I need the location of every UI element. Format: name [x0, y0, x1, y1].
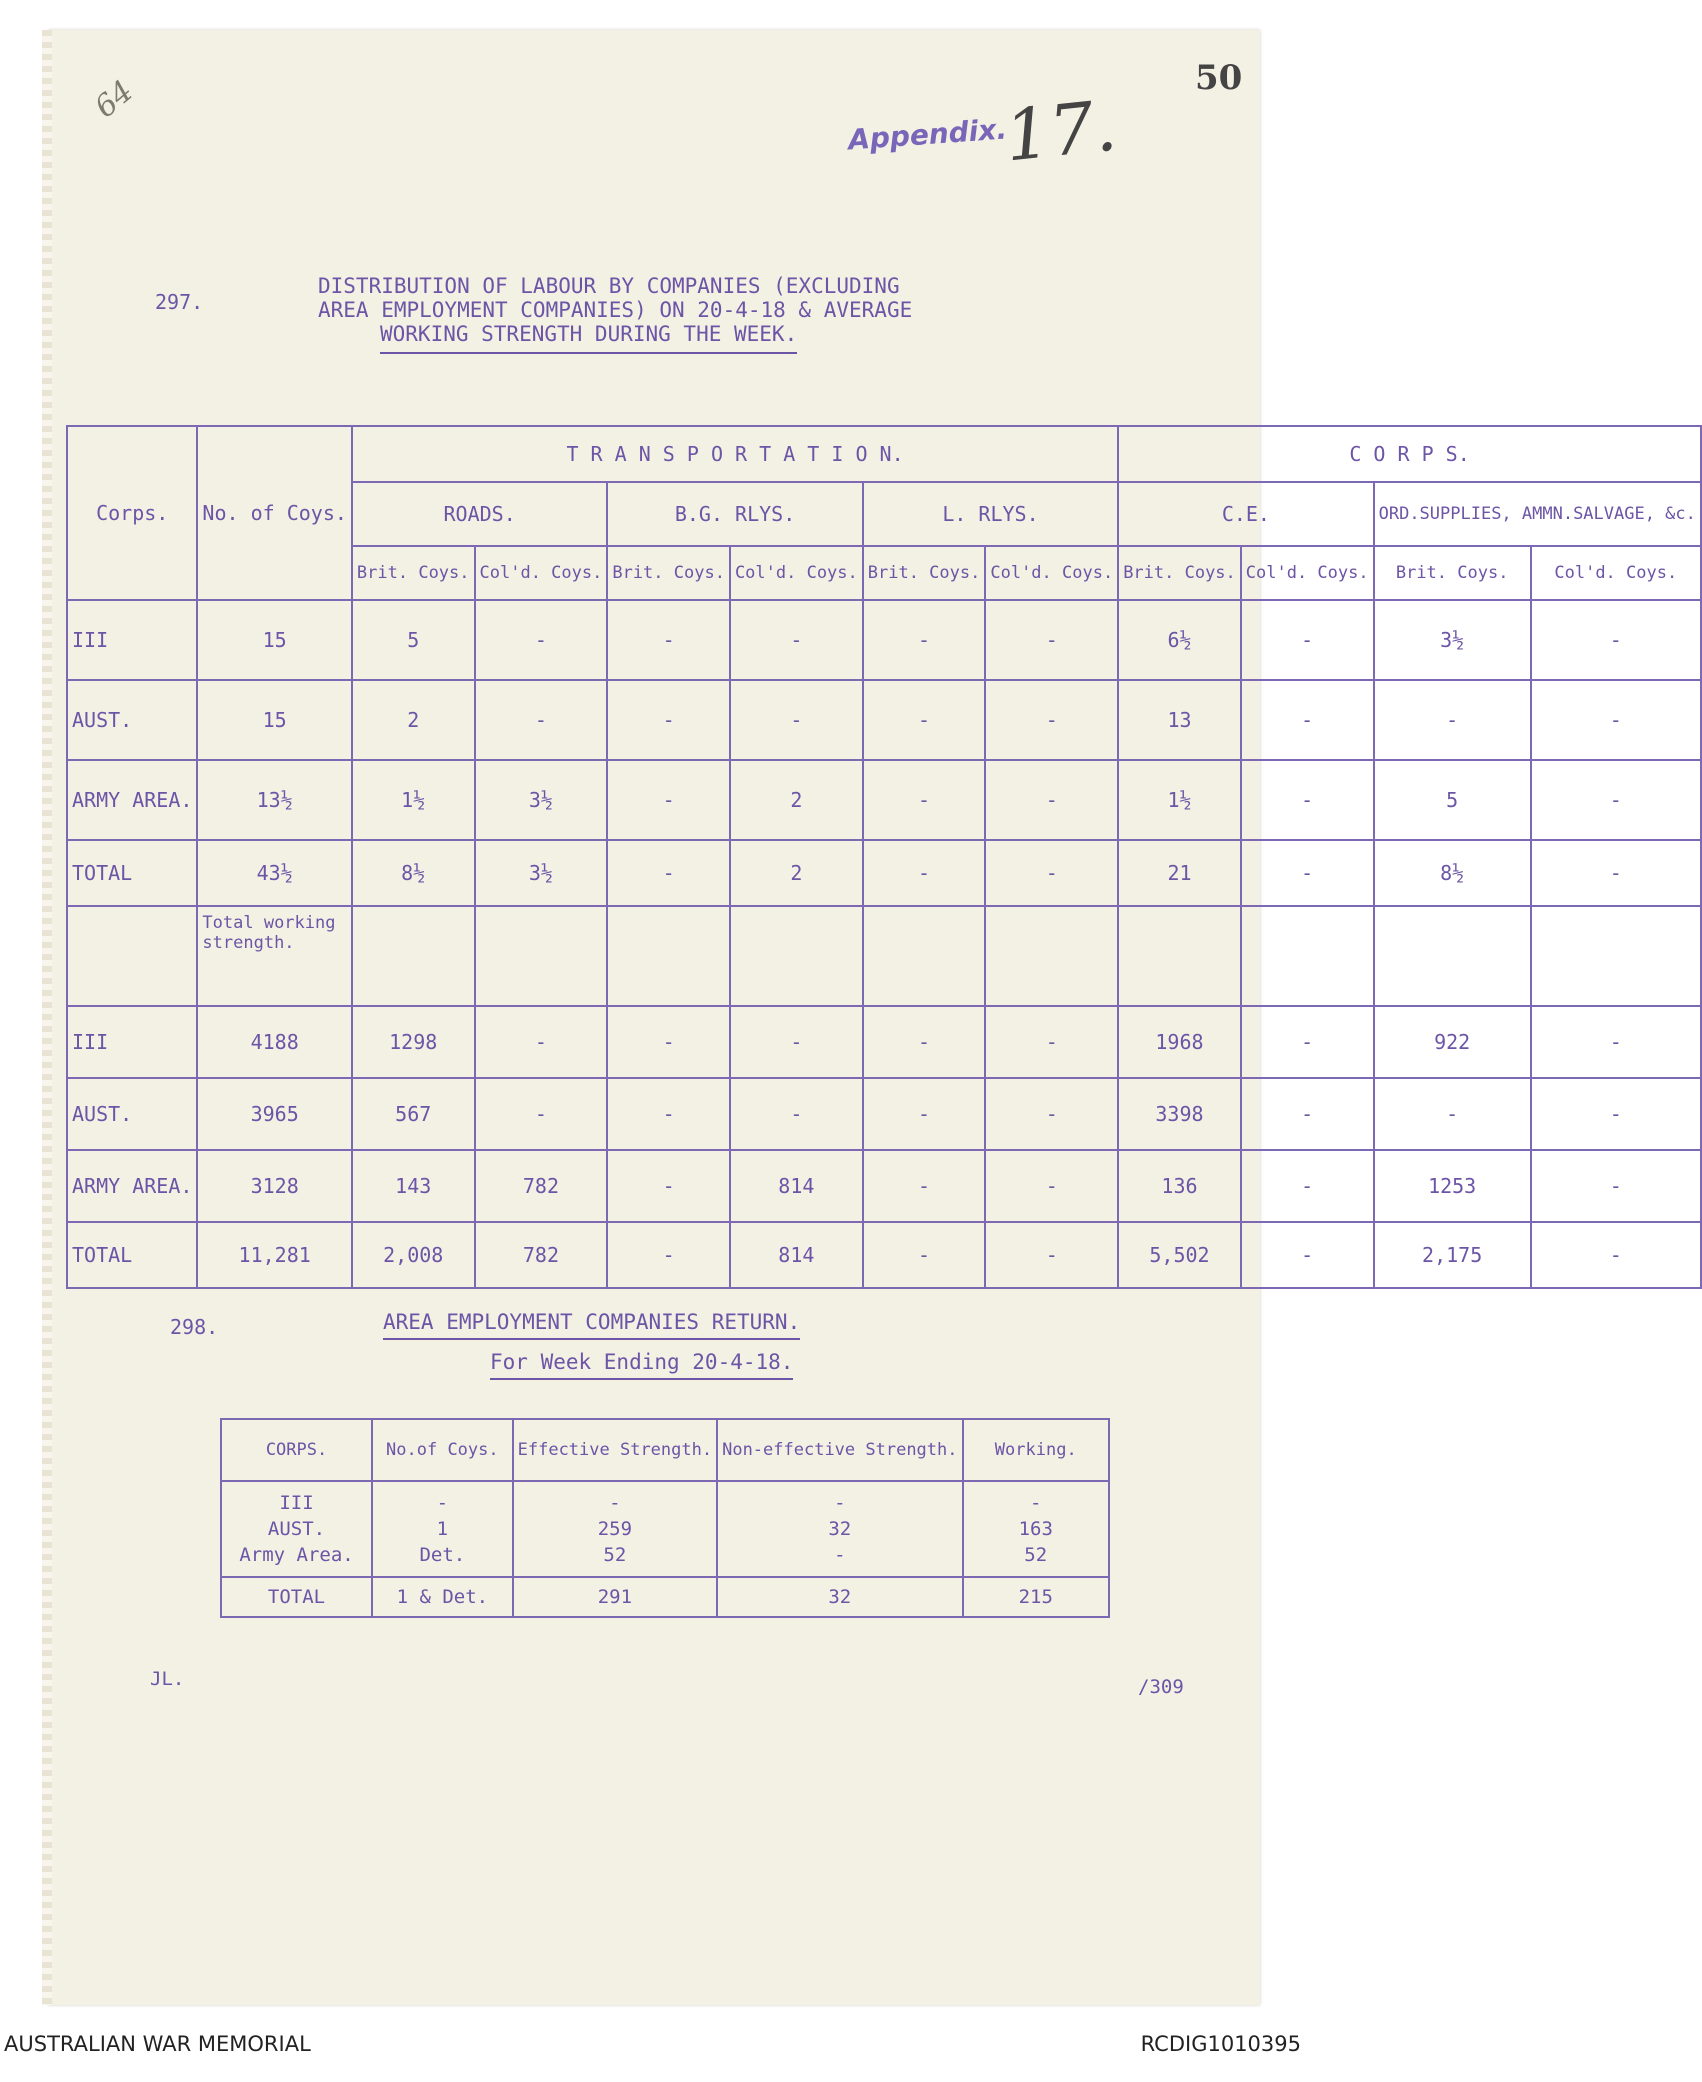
total-no: 1 & Det. [372, 1577, 513, 1617]
document-reference: /309 [1138, 1676, 1184, 1698]
row-value: 1968 [1118, 1006, 1241, 1078]
header-cold: Col'd. Coys. [985, 546, 1118, 600]
row-value: - [607, 1150, 730, 1222]
value: 163 [1018, 1518, 1053, 1540]
row-value: 2,008 [352, 1222, 475, 1288]
area-employment-table [220, 1418, 1110, 1618]
section-298-title: AREA EMPLOYMENT COMPANIES RETURN. [383, 1310, 800, 1340]
non-effective-cell [717, 1481, 962, 1577]
row-value: - [1531, 760, 1701, 840]
row-value: - [1241, 840, 1374, 906]
row-value: 782 [475, 1222, 608, 1288]
row-value: 922 [1374, 1006, 1531, 1078]
row-value: - [1241, 760, 1374, 840]
row-value: - [475, 680, 608, 760]
total-effective: 291 [513, 1577, 717, 1617]
row-value: - [1241, 680, 1374, 760]
row-value: - [985, 840, 1118, 906]
row-value: - [863, 1150, 986, 1222]
row-value: - [475, 600, 608, 680]
header-corps: Corps. [67, 426, 197, 600]
strength-rows [67, 1006, 1701, 1222]
header-non-effective: Non-effective Strength. [717, 1419, 962, 1481]
row-count: 15 [197, 600, 352, 680]
header-bg-rlys: B.G. RLYS. [607, 482, 862, 546]
value: - [834, 1492, 846, 1514]
row-value: - [607, 840, 730, 906]
value: 32 [828, 1518, 852, 1540]
section-297-title-line-2: AREA EMPLOYMENT COMPANIES) ON 20-4-18 & AVERAGE [318, 298, 913, 322]
strength-total [67, 1222, 1701, 1288]
section-297-number: 297. [155, 290, 204, 314]
row-value: - [1241, 600, 1374, 680]
row-value: 814 [730, 1150, 863, 1222]
row-value: - [1374, 1078, 1531, 1150]
no-coys-cell [372, 1481, 513, 1577]
row-value: 1½ [1118, 760, 1241, 840]
value: 1 [436, 1518, 449, 1540]
header-roads: ROADS. [352, 482, 607, 546]
row-value: - [863, 600, 986, 680]
row-count: 15 [197, 680, 352, 760]
row-value: - [1241, 1006, 1374, 1078]
row-value: - [1531, 680, 1701, 760]
corps-iii: III [279, 1492, 314, 1514]
row-value: - [985, 1078, 1118, 1150]
row-count: 43½ [197, 840, 352, 906]
table-row [67, 600, 1701, 680]
row-value: - [607, 680, 730, 760]
row-value: 143 [352, 1150, 475, 1222]
row-value: 5,502 [1118, 1222, 1241, 1288]
row-value: - [863, 680, 986, 760]
row-value: 21 [1118, 840, 1241, 906]
row-value: 3398 [1118, 1078, 1241, 1150]
row-corps: III [67, 1006, 197, 1078]
corps-army-area: Army Area. [239, 1544, 354, 1566]
row-count: 13½ [197, 760, 352, 840]
row-value: - [1241, 1150, 1374, 1222]
row-value: - [1531, 1006, 1701, 1078]
row-value: 13 [1118, 680, 1241, 760]
footer-record-id: RCDIG1010395 [1140, 2032, 1301, 2056]
table-row [67, 840, 1701, 906]
row-count: 3965 [197, 1078, 352, 1150]
row-value: - [985, 1150, 1118, 1222]
row-value: 136 [1118, 1150, 1241, 1222]
row-value: - [985, 680, 1118, 760]
table-row [67, 1078, 1701, 1150]
table-row [67, 760, 1701, 840]
table-row [67, 1150, 1701, 1222]
folio-number: 50 [1195, 58, 1243, 98]
row-value: 5 [1374, 760, 1531, 840]
row-value: - [863, 1078, 986, 1150]
header-ord-supplies: ORD.SUPPLIES, AMMN.SALVAGE, &c. [1374, 482, 1701, 546]
row-value: - [863, 760, 986, 840]
row-count: 3128 [197, 1150, 352, 1222]
initials: JL. [150, 1668, 185, 1690]
row-value: 1253 [1374, 1150, 1531, 1222]
value: 52 [1024, 1544, 1048, 1566]
row-value: 567 [352, 1078, 475, 1150]
header-corps-group: C O R P S. [1118, 426, 1701, 482]
value: - [436, 1492, 449, 1514]
row-value: 3½ [475, 840, 608, 906]
row-value: 3½ [475, 760, 608, 840]
row-value: - [1241, 1222, 1374, 1288]
total-working: 215 [963, 1577, 1110, 1617]
row-count: 11,281 [197, 1222, 352, 1288]
row-value: - [730, 1006, 863, 1078]
value: - [834, 1544, 846, 1566]
row-value: - [1374, 680, 1531, 760]
row-value: - [1531, 1078, 1701, 1150]
value: - [1030, 1492, 1042, 1514]
row-value: - [730, 680, 863, 760]
row-value: 6½ [1118, 600, 1241, 680]
row-value: 1½ [352, 760, 475, 840]
row-value: - [863, 1222, 986, 1288]
header-brit: Brit. Coys. [352, 546, 475, 600]
header-no-coys: No.of Coys. [372, 1419, 513, 1481]
row-value: - [1531, 840, 1701, 906]
effective-cell [513, 1481, 717, 1577]
header-working: Working. [963, 1419, 1110, 1481]
row-corps: AUST. [67, 680, 197, 760]
row-value: - [1241, 1078, 1374, 1150]
row-corps: TOTAL [67, 840, 197, 906]
table-row [67, 1006, 1701, 1078]
section-298-number: 298. [170, 1315, 219, 1339]
total-non-effective: 32 [717, 1577, 962, 1617]
header-brit: Brit. Coys. [863, 546, 986, 600]
row-value: - [607, 760, 730, 840]
row-value: - [730, 600, 863, 680]
row-value: 2 [730, 840, 863, 906]
section-297-title-line-3: WORKING STRENGTH DURING THE WEEK. [380, 323, 797, 354]
row-value: - [1531, 1222, 1701, 1288]
row-value: - [863, 840, 986, 906]
company-rows [67, 600, 1701, 840]
strength-label: Total working strength. [197, 906, 352, 1006]
pencil-number: 64 [88, 73, 140, 126]
header-brit: Brit. Coys. [1118, 546, 1241, 600]
row-value: 814 [730, 1222, 863, 1288]
company-total [67, 840, 1701, 906]
row-value: - [1531, 600, 1701, 680]
row-corps: ARMY AREA. [67, 760, 197, 840]
header-effective: Effective Strength. [513, 1419, 717, 1481]
row-value: 2 [730, 760, 863, 840]
value: - [609, 1492, 621, 1514]
row-corps: ARMY AREA. [67, 1150, 197, 1222]
row-value: 8½ [1374, 840, 1531, 906]
row-value: 2 [352, 680, 475, 760]
row-corps: AUST. [67, 1078, 197, 1150]
total-label: TOTAL [221, 1577, 372, 1617]
row-value: - [607, 600, 730, 680]
header-no-coys: No. of Coys. [197, 426, 352, 600]
row-value: - [607, 1222, 730, 1288]
row-value: 782 [475, 1150, 608, 1222]
corps-aust: AUST. [267, 1518, 326, 1540]
row-value: 3½ [1374, 600, 1531, 680]
header-cold: Col'd. Coys. [1241, 546, 1374, 600]
header-ce: C.E. [1118, 482, 1373, 546]
value: 52 [603, 1544, 627, 1566]
header-l-rlys: L. RLYS. [863, 482, 1118, 546]
row-value: - [475, 1078, 608, 1150]
row-value: - [985, 760, 1118, 840]
footer-institution: AUSTRALIAN WAR MEMORIAL [4, 2032, 311, 2056]
section-298-subtitle: For Week Ending 20-4-18. [490, 1350, 793, 1380]
row-value: - [985, 1222, 1118, 1288]
row-corps: III [67, 600, 197, 680]
row-value: 5 [352, 600, 475, 680]
header-corps: CORPS. [221, 1419, 372, 1481]
header-cold: Col'd. Coys. [1531, 546, 1701, 600]
corps-list-cell [221, 1481, 372, 1577]
header-brit: Brit. Coys. [1374, 546, 1531, 600]
row-value: - [985, 1006, 1118, 1078]
value: 259 [597, 1518, 633, 1540]
row-corps: TOTAL [67, 1222, 197, 1288]
row-value: - [607, 1006, 730, 1078]
header-cold: Col'd. Coys. [730, 546, 863, 600]
appendix-stamp: Appendix. [847, 112, 1008, 157]
row-count: 4188 [197, 1006, 352, 1078]
section-297-title-line-1: DISTRIBUTION OF LABOUR BY COMPANIES (EXCLUDING [318, 274, 900, 298]
distribution-table [66, 425, 1702, 1289]
header-cold: Col'd. Coys. [475, 546, 608, 600]
table-row [67, 1222, 1701, 1288]
row-value: 1298 [352, 1006, 475, 1078]
header-transportation: T R A N S P O R T A T I O N. [352, 426, 1118, 482]
row-value: 2,175 [1374, 1222, 1531, 1288]
header-brit: Brit. Coys. [607, 546, 730, 600]
working-cell [963, 1481, 1110, 1577]
row-value: - [475, 1006, 608, 1078]
row-value: - [607, 1078, 730, 1150]
row-value: 8½ [352, 840, 475, 906]
row-value: - [1531, 1150, 1701, 1222]
table-row [67, 680, 1701, 760]
value: Det. [419, 1544, 466, 1566]
row-value: - [985, 600, 1118, 680]
row-value: - [863, 1006, 986, 1078]
row-value: - [730, 1078, 863, 1150]
appendix-number: 17. [1001, 84, 1121, 178]
